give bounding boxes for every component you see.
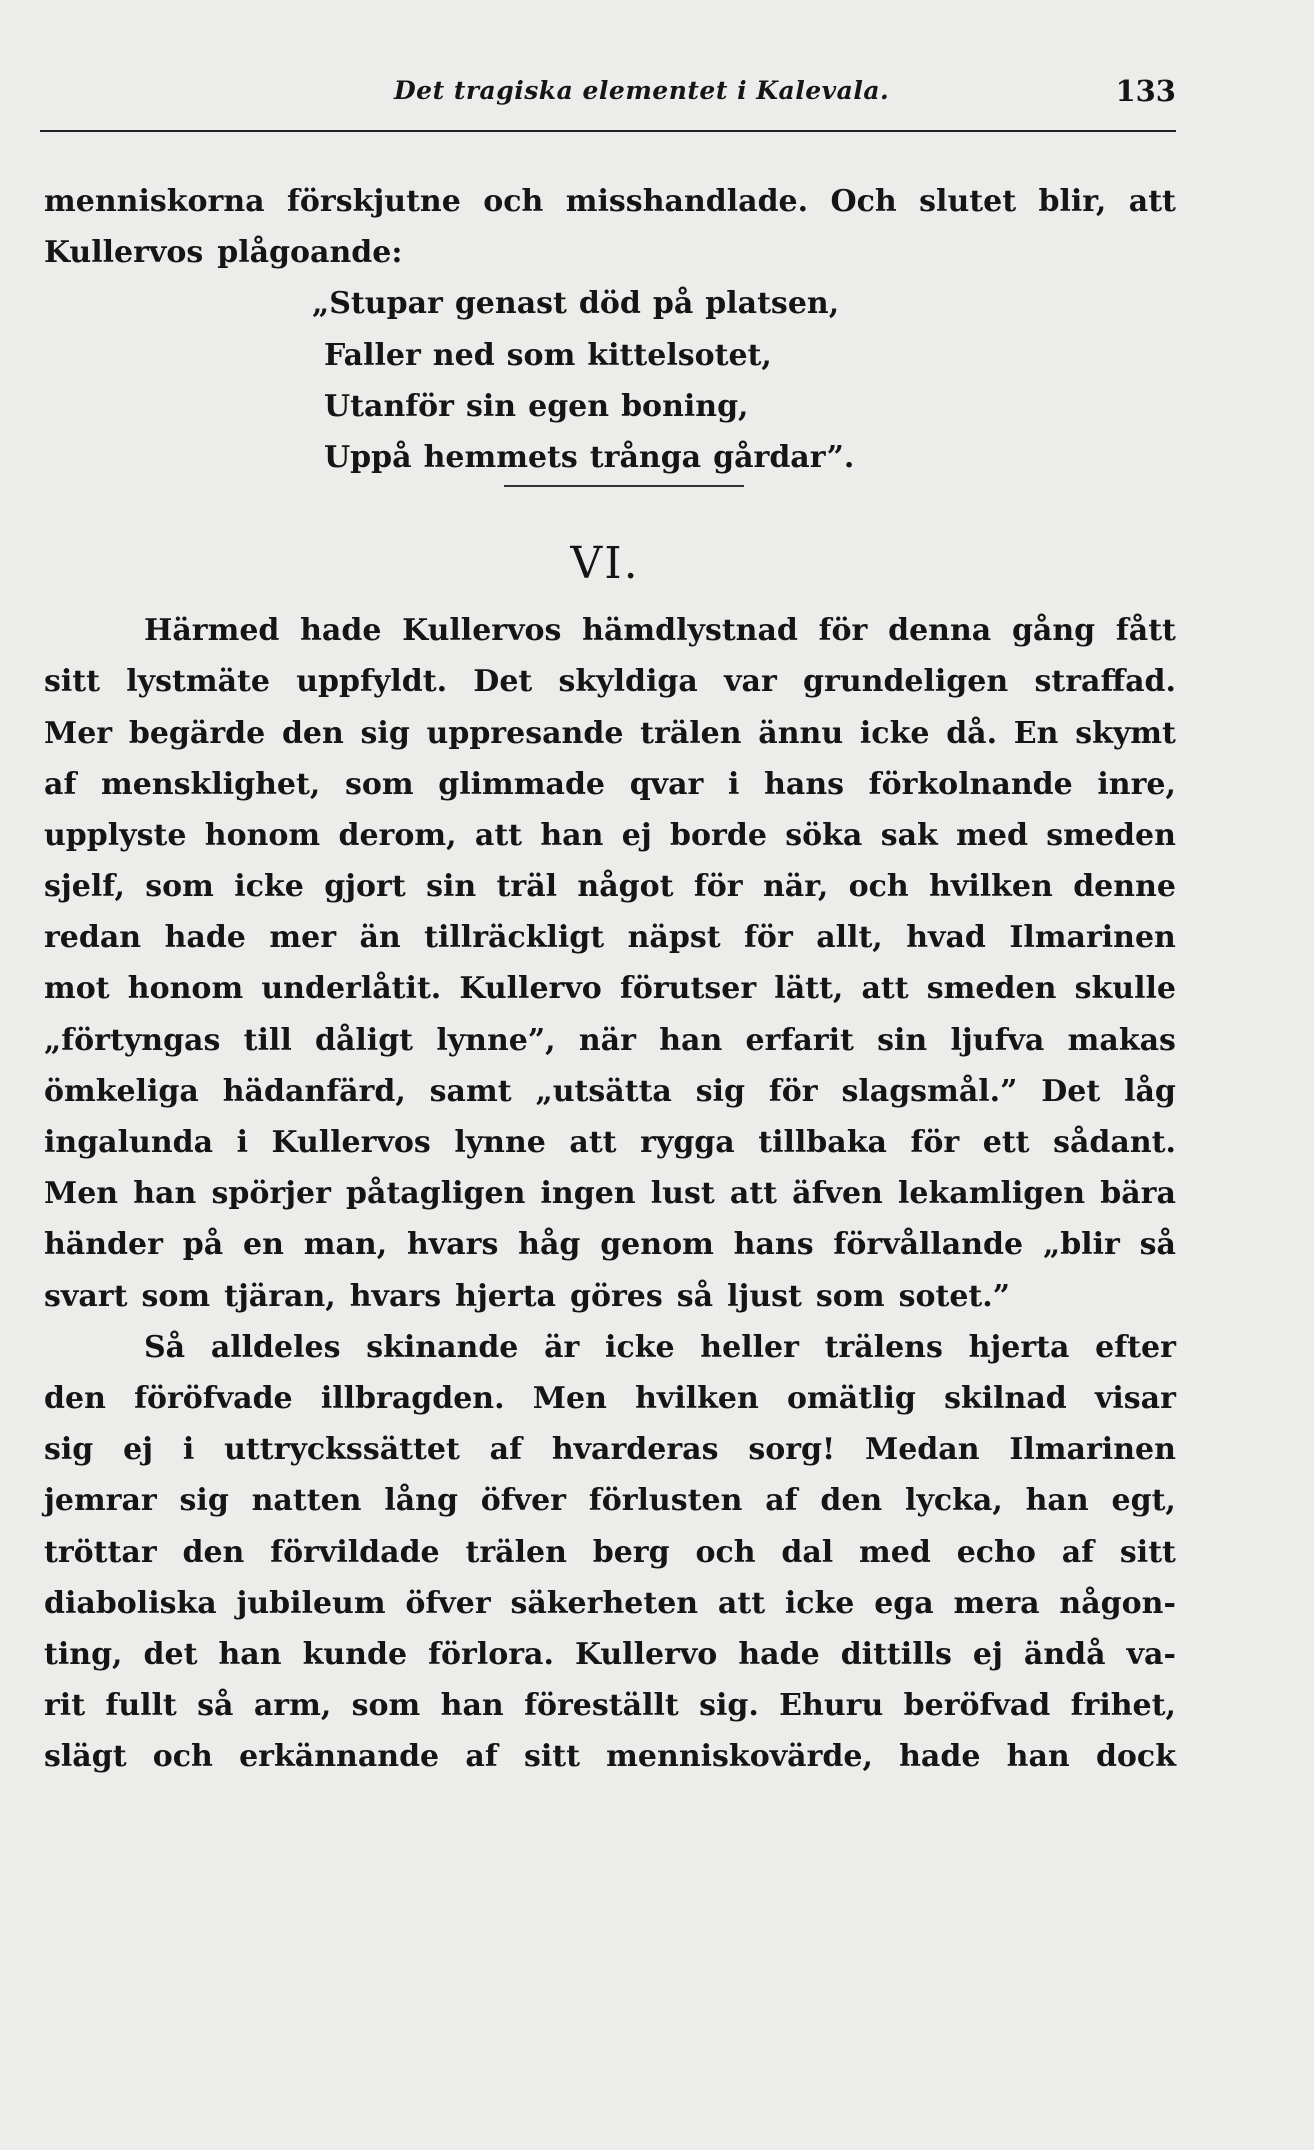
word: ljust [727, 1278, 802, 1314]
header-rule [40, 130, 1176, 132]
text-line [44, 1373, 1176, 1424]
word: af [765, 1483, 798, 1519]
word: Och [830, 184, 897, 219]
word: föreställt [524, 1688, 679, 1724]
word: sotet.” [898, 1278, 1010, 1314]
word: diaboliska [44, 1585, 217, 1621]
word: icke [859, 715, 930, 751]
word: dal [781, 1534, 834, 1570]
word: menniskovärde, [606, 1739, 873, 1775]
word: ljufva [950, 1022, 1045, 1058]
word: berg [592, 1534, 670, 1570]
word: så [1139, 1227, 1176, 1263]
word: kittelsotet, [587, 337, 772, 373]
word: förlusten [588, 1483, 743, 1519]
word: hade [164, 920, 246, 956]
text-line [44, 1168, 1176, 1219]
word: den [281, 715, 344, 751]
word: ingen [540, 1176, 636, 1212]
word: tillräckligt [424, 920, 605, 956]
word: ej [621, 817, 652, 853]
word: erkännande [239, 1739, 440, 1775]
word: Så [144, 1329, 186, 1365]
word: han [1025, 1483, 1089, 1519]
word: hade [899, 1739, 981, 1775]
word: som [815, 1278, 885, 1314]
word: grundeligen [803, 664, 1009, 700]
word: tjäran, [224, 1278, 336, 1314]
word: sig [695, 1073, 745, 1109]
word: inre, [1097, 766, 1176, 802]
word: när [578, 1022, 636, 1058]
word: händer [44, 1227, 163, 1263]
word: erfarit [745, 1022, 854, 1058]
word: söka [785, 817, 863, 853]
word: hvilken [929, 869, 1053, 905]
word: hämdlystnad [582, 613, 798, 649]
word: skyldiga [558, 664, 698, 700]
word: underlåtit. [261, 971, 442, 1007]
word: ett [982, 1125, 1030, 1160]
word: skymt [1075, 715, 1176, 751]
text-line [44, 1219, 1176, 1270]
text-line [44, 1117, 1176, 1168]
running-head [44, 74, 1176, 114]
word: näpst [627, 920, 721, 956]
word: i [236, 1125, 248, 1160]
word: dittills [840, 1636, 952, 1672]
word: illbragden. [320, 1380, 505, 1416]
body-text [44, 176, 1176, 1782]
word: att [729, 1176, 778, 1212]
word: ega [874, 1585, 934, 1621]
word: hvarderas [551, 1432, 719, 1468]
word: öfver [480, 1483, 566, 1519]
word: skinande [366, 1329, 519, 1365]
word: gårdar”. [713, 439, 855, 475]
word: Kullervos [271, 1125, 431, 1160]
word: och [483, 184, 544, 219]
word: svart [44, 1278, 128, 1314]
word: han [440, 1688, 504, 1724]
word: skulle [1074, 971, 1176, 1007]
word: „förtyngas [44, 1022, 221, 1058]
word: „utsätta [535, 1073, 672, 1109]
word: frihet, [1070, 1688, 1176, 1724]
section-divider [44, 483, 1176, 523]
word: smeden [1046, 817, 1176, 853]
word: uttryckssättet [224, 1432, 460, 1468]
word: efter [1095, 1329, 1176, 1365]
word: genom [600, 1227, 714, 1263]
word: för [693, 869, 743, 905]
word: icke [605, 1329, 675, 1365]
word: lynne [454, 1125, 546, 1160]
verse-line [44, 330, 1176, 381]
word: beröfvad [903, 1688, 1051, 1724]
word: jubileum [236, 1585, 386, 1621]
word: och [152, 1739, 213, 1775]
word: Ilmarinen [1009, 1432, 1176, 1468]
text-line [44, 810, 1176, 861]
text-line [44, 656, 1176, 707]
word: Kullervos [44, 235, 204, 271]
word: att [1128, 184, 1176, 219]
word: någon- [1059, 1585, 1176, 1621]
word: slutet [919, 184, 1017, 219]
word: det [143, 1636, 198, 1672]
word: egen [528, 388, 610, 424]
text-line [44, 912, 1176, 963]
word: mensklighet, [101, 766, 321, 802]
word: blir, [1038, 184, 1107, 219]
text-line [44, 1015, 1176, 1066]
word: tröttar [44, 1534, 157, 1570]
text-line [44, 1680, 1176, 1731]
word: sig [360, 715, 410, 751]
word: med [956, 817, 1028, 853]
word: Ilmarinen [1009, 920, 1176, 956]
word: fått [1115, 613, 1176, 649]
word: egt, [1111, 1483, 1176, 1519]
word: hemmets [423, 439, 578, 475]
word: förskjutne [287, 184, 461, 219]
word: „blir [1042, 1227, 1120, 1263]
word: qvar [629, 766, 704, 802]
word: hvars [406, 1227, 499, 1263]
word: och [695, 1534, 756, 1570]
word: man, [303, 1227, 388, 1263]
word: sig [44, 1432, 94, 1468]
word: lystmäte [126, 664, 270, 700]
word: den [820, 1483, 883, 1519]
word: sin [466, 388, 517, 424]
paragraph-1 [44, 176, 1176, 278]
word: han [218, 1636, 282, 1672]
word: uppfyldt. [296, 664, 448, 700]
word: lekamligen [898, 1176, 1086, 1212]
word: till [243, 1022, 292, 1058]
text-line [44, 176, 1176, 227]
word: Härmed [144, 613, 280, 649]
word: för [744, 920, 793, 956]
word: Kullervo [574, 1636, 718, 1672]
word: mot [44, 971, 110, 1007]
word: när, [762, 869, 829, 905]
word: allt, [816, 920, 883, 956]
word: uppresande [426, 715, 624, 751]
word: förutser [619, 971, 757, 1007]
word: förlora. [428, 1636, 554, 1672]
word: hädanfärd, [222, 1073, 406, 1109]
word: skilnad [944, 1380, 1067, 1416]
word: misshandlade. [565, 184, 809, 219]
word: sitt [1119, 1534, 1176, 1570]
word: som [141, 1278, 211, 1314]
word: hvilken [635, 1380, 759, 1416]
word: mer [269, 920, 336, 956]
word: i [728, 766, 740, 802]
word: En [1013, 715, 1059, 751]
word: Medan [865, 1432, 980, 1468]
word: dock [1095, 1739, 1176, 1775]
word: lycka, [905, 1483, 1003, 1519]
word: så [676, 1278, 714, 1314]
word: påtagligen [346, 1176, 526, 1212]
text-line [44, 1578, 1176, 1629]
word: ömkeliga [44, 1073, 199, 1109]
word: gång [1011, 613, 1096, 649]
word: sin [877, 1022, 928, 1058]
word: plågoande: [217, 235, 403, 271]
text-line [44, 1066, 1176, 1117]
word: förvildade [270, 1534, 440, 1570]
word: spörjer [211, 1176, 331, 1212]
word: på [182, 1227, 224, 1263]
word: Utanför [324, 388, 454, 424]
word: platsen, [705, 286, 840, 322]
word: trälens [824, 1329, 943, 1365]
section-number: VI. [570, 538, 640, 590]
word: honom [204, 817, 321, 853]
word: förkolnande [868, 766, 1073, 802]
word: som [344, 766, 414, 802]
word: heller [700, 1329, 799, 1365]
word: som [506, 337, 576, 373]
word: samt [429, 1073, 512, 1109]
text-line [44, 708, 1176, 759]
text-line [44, 1424, 1176, 1475]
word: var [724, 664, 777, 700]
word: att [717, 1585, 766, 1621]
verse-line [44, 432, 1176, 483]
word: för [818, 613, 868, 649]
word: sådant. [1053, 1125, 1176, 1160]
word: att [569, 1125, 617, 1160]
word: den [44, 1380, 106, 1416]
word: och [848, 869, 909, 905]
word: bära [1100, 1176, 1176, 1212]
word: han [540, 817, 604, 853]
word: ej [972, 1636, 1003, 1672]
paragraph-2 [44, 605, 1176, 1322]
word: hade [738, 1636, 820, 1672]
word: boning, [621, 388, 749, 424]
word: arm, [253, 1688, 332, 1724]
word: Kullervo [459, 971, 602, 1007]
word: lång [384, 1483, 458, 1519]
word: lätt, [774, 971, 844, 1007]
verse-block [44, 278, 1176, 483]
word: förvållande [833, 1227, 1024, 1263]
word: icke [784, 1585, 855, 1621]
word: göres [570, 1278, 663, 1314]
word: dåligt [315, 1022, 414, 1058]
word: för [768, 1073, 818, 1109]
word: han [659, 1022, 723, 1058]
word: Men [44, 1176, 119, 1212]
word: hjerta [968, 1329, 1070, 1365]
word: med [859, 1534, 931, 1570]
text-line [44, 1629, 1176, 1680]
word: i [182, 1432, 195, 1468]
word: af [1061, 1534, 1095, 1570]
word: hvars [349, 1278, 442, 1314]
word: derom, [338, 817, 457, 853]
word: denne [1073, 869, 1176, 905]
word: menniskorna [44, 184, 265, 219]
word: redan [44, 920, 142, 956]
word: lynne”, [436, 1022, 556, 1058]
word: träl [496, 869, 558, 905]
word: begärde [128, 715, 266, 751]
word: lust [650, 1176, 715, 1212]
word: rit [44, 1688, 86, 1724]
word: Faller [324, 337, 421, 373]
word: Mer [44, 715, 113, 751]
word: som [351, 1688, 421, 1724]
word: visar [1094, 1380, 1176, 1416]
word: sig [179, 1483, 229, 1519]
word: han [133, 1176, 197, 1212]
word: hjerta [455, 1278, 556, 1314]
word: echo [956, 1534, 1036, 1570]
text-line [44, 963, 1176, 1014]
word: trånga [589, 439, 702, 475]
text-line [44, 1475, 1176, 1526]
word: hade [300, 613, 382, 649]
word: hans [733, 1227, 814, 1263]
word: äfven [792, 1176, 883, 1212]
verse-line [44, 278, 1176, 329]
word: straffad. [1034, 664, 1176, 700]
word: den [182, 1534, 245, 1570]
word: låg [1124, 1073, 1176, 1109]
word: af [465, 1739, 498, 1775]
word: sorg! [748, 1432, 836, 1468]
word: på [652, 286, 694, 322]
word: genast [454, 286, 567, 322]
text-line [44, 1322, 1176, 1373]
word: sitt [44, 664, 101, 700]
word: Ehuru [779, 1688, 884, 1724]
word: att [861, 971, 909, 1007]
word: sak [880, 817, 938, 853]
word: ting, [44, 1636, 123, 1672]
text-line [44, 1731, 1176, 1782]
word: mera [953, 1585, 1040, 1621]
word: att [474, 817, 523, 853]
word: hans [764, 766, 845, 802]
word: makas [1067, 1022, 1176, 1058]
running-title: Det tragiska elementet i Kalevala. [394, 76, 890, 105]
word: jemrar [44, 1483, 157, 1519]
word: föröfvade [134, 1380, 293, 1416]
word: han [1006, 1739, 1070, 1775]
word: natten [251, 1483, 362, 1519]
word: slägt [44, 1739, 127, 1775]
word: va- [1126, 1636, 1176, 1672]
word: „Stupar [312, 286, 443, 322]
word: trälen [465, 1534, 567, 1570]
verse-line [44, 381, 1176, 432]
word: icke [234, 869, 304, 905]
word: en [242, 1227, 284, 1263]
word: Men [532, 1380, 607, 1416]
text-line [44, 861, 1176, 912]
word: glimmade [438, 766, 606, 802]
word: ändå [1023, 1636, 1106, 1672]
word: ned [432, 337, 495, 373]
word: af [44, 766, 77, 802]
word: sin [426, 869, 477, 905]
word: håg [518, 1227, 581, 1263]
word: Uppå [324, 439, 412, 475]
word: hvad [906, 920, 986, 956]
text-line [44, 605, 1176, 656]
word: gjort [324, 869, 406, 905]
word: är [544, 1329, 580, 1365]
paragraph-3 [44, 1322, 1176, 1783]
word: sjelf, [44, 869, 125, 905]
word: för [910, 1125, 960, 1160]
word: trälen [640, 715, 742, 751]
word: borde [670, 817, 767, 853]
word: alldeles [210, 1329, 341, 1365]
word: rygga [640, 1125, 735, 1160]
word: Kullervos [402, 613, 562, 649]
word: som [145, 869, 214, 905]
word: då. [946, 715, 998, 751]
page-number: 133 [1115, 74, 1176, 108]
word: upplyste [44, 817, 187, 853]
word: sitt [523, 1739, 580, 1775]
word: öfver [405, 1585, 491, 1621]
text-line [44, 227, 1176, 278]
word: ännu [758, 715, 844, 751]
word: af [489, 1432, 522, 1468]
text-line [44, 759, 1176, 810]
word: denna [888, 613, 992, 649]
word: fullt [105, 1688, 177, 1724]
word: Det [1041, 1073, 1101, 1109]
word: säkerheten [510, 1585, 699, 1621]
word: så [197, 1688, 234, 1724]
word: tillbaka [758, 1125, 887, 1160]
word: kunde [302, 1636, 408, 1672]
text-line [44, 1271, 1176, 1322]
word: något [577, 869, 674, 905]
word: död [578, 286, 641, 322]
word: ej [123, 1432, 154, 1468]
word: ingalunda [44, 1125, 214, 1160]
word: än [359, 920, 401, 956]
word: slagsmål.” [841, 1073, 1018, 1109]
word: omätlig [787, 1380, 916, 1416]
word: honom [127, 971, 244, 1007]
word: Det [473, 664, 533, 700]
text-line [44, 1527, 1176, 1578]
word: smeden [926, 971, 1057, 1007]
word: sig. [699, 1688, 759, 1724]
